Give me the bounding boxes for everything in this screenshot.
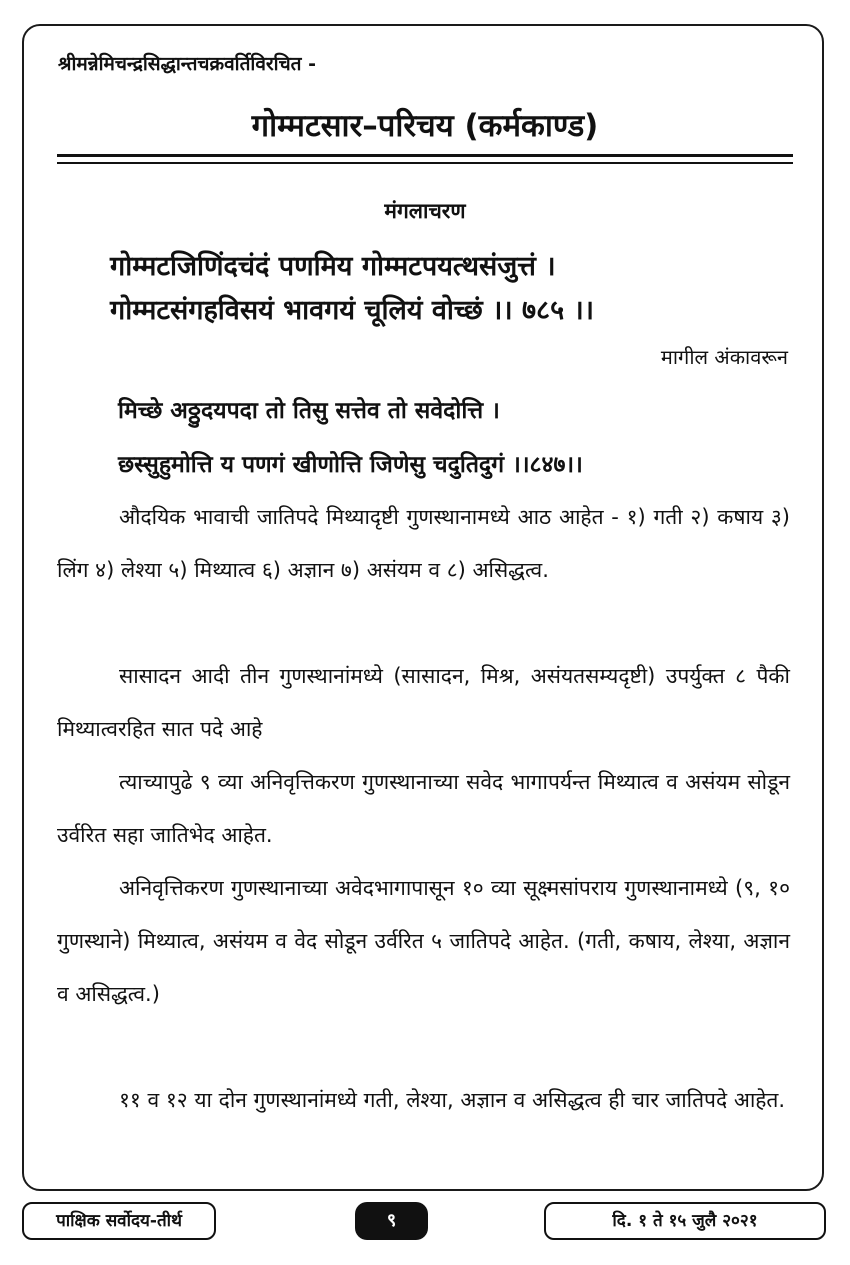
paragraph-5: ११ व १२ या दोन गुणस्थानांमध्ये गती, लेश्या, अज्ञान व असिद्धत्व ही चार जातिपदे आहेत. (119, 1088, 786, 1112)
gatha-line-1: मिच्छे अठ्ठुदयपदा तो तिसु सत्तेव तो सवेदोत्ति । (118, 398, 500, 424)
footer-publication: पाक्षिक सर्वोदय-तीर्थ (22, 1202, 216, 1240)
continued-note: मागील अंकावरून (660, 345, 788, 369)
paragraph-4: अनिवृत्तिकरण गुणस्थानाच्या अवेदभागापासून १० व्या सूक्ष्मसांपराय गुणस्थानामध्ये (९, १० गुणस्थाने) मिथ्यात्व, असंयम व वेद सोडून उर्वरित ५ जातिपदे आहेत. (गती, कषाय, लेश्या, अज्ञान व असिद्धत्व.) (57, 876, 790, 1006)
paragraph-3: त्याच्यापुढे ९ व्या अनिवृत्तिकरण गुणस्थानाच्या सवेद भागापर्यन्त मिथ्यात्व व असंयम सोडून उर्वरित सहा जातिभेद आहेत. (57, 770, 790, 847)
verse-line-2: गोम्मटसंगहविसयं भावगयं चूलियं वोच्छं ।। ७८५ ।। (110, 295, 594, 326)
paragraph-2: सासादन आदी तीन गुणस्थानांमध्ये (सासादन, मिश्र, असंयतसम्यदृष्टी) उपर्युक्त ८ पैकी मिथ्यात्वरहित सात पदे आहे (57, 664, 790, 741)
footer-date: दि. १ ते १५ जुलै २०२१ (544, 1202, 826, 1240)
verse-line-1: गोम्मटजिणिंदचंदं पणमिय गोम्मटपयत्थसंजुत्तं । (110, 251, 556, 282)
gatha-line-2: छस्सुहुमोत्ति य पणगं खीणोत्ति जिणेसु चदुतिदुगं ।।८४७।। (118, 452, 583, 478)
title-rule-thin (57, 162, 793, 164)
page-title: गोम्मटसार–परिचय (कर्मकाण्ड) (251, 108, 599, 144)
footer-page-number: ९ (355, 1202, 428, 1240)
series-line: श्रीमन्नेमिचन्द्रसिद्धान्तचक्रवर्तिविरचित - (58, 53, 316, 75)
paragraph-1: औदयिक भावाची जातिपदे मिथ्यादृष्टी गुणस्थानामध्ये आठ आहेत - १) गती २) कषाय ३) लिंग ४) लेश्या ५) मिथ्यात्व ६) अज्ञान ७) असंयम व ८) असिद्धत्व. (57, 505, 790, 582)
section-heading: मंगलाचरण (384, 199, 466, 223)
title-rule-thick (57, 154, 793, 157)
